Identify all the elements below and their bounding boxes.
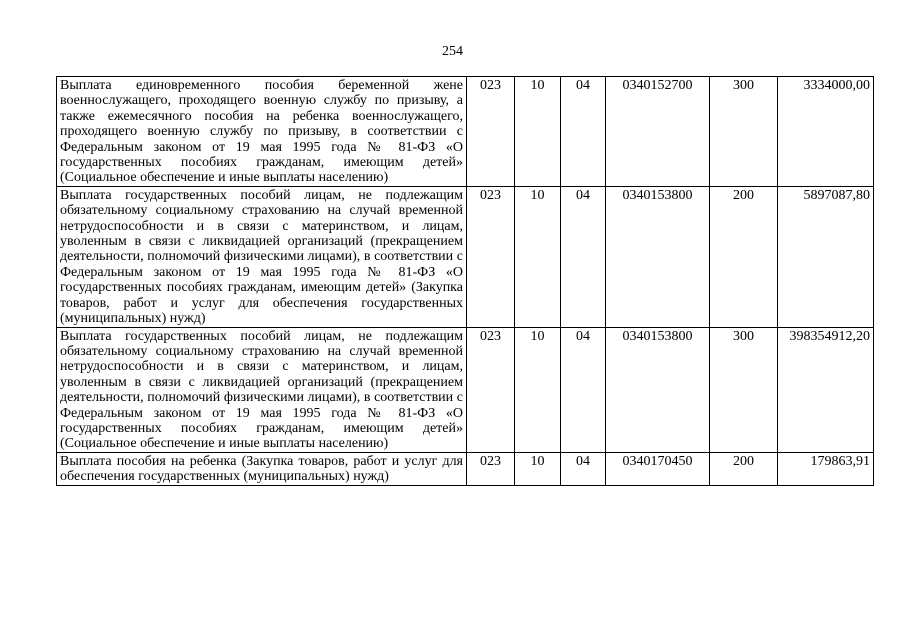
- amount-value: 5897087,80: [778, 186, 874, 327]
- expense-type-code: 300: [710, 77, 778, 187]
- section-code: 10: [515, 452, 561, 485]
- page-number: 254: [442, 44, 463, 59]
- row-description: Выплата государственных пособий лицам, не подлежащим обязательному социальному страхованию на случай временной нетрудоспособности и в связи с материнством, и лицам, уволенным в связи с ликвидацией организаций (прекращением деятельности, полномочий физическими лицами), в соответствии с Федеральным законом от 19 мая 1995 года № 81-ФЗ «О государственных пособиях гражданам, имеющим детей» (Социальное обеспечение и иные выплаты населению): [57, 327, 467, 452]
- amount-value: 179863,91: [778, 452, 874, 485]
- row-description: Выплата единовременного пособия беременной жене военнослужащего, проходящего военную службу по призыву, а также ежемесячного пособия на ребенка военнослужащего, проходящего военную службу по призыву, в соответствии с Федеральным законом от 19 мая 1995 года № 81-ФЗ «О государственных пособиях гражданам, имеющим детей» (Социальное обеспечение и иные выплаты населению): [57, 77, 467, 187]
- section-code: 10: [515, 327, 561, 452]
- expense-type-code: 200: [710, 186, 778, 327]
- amount-value: 398354912,20: [778, 327, 874, 452]
- target-article-code: 0340152700: [606, 77, 710, 187]
- target-article-code: 0340170450: [606, 452, 710, 485]
- table-row: [57, 186, 874, 327]
- expense-type-code: 200: [710, 452, 778, 485]
- table-row: [57, 77, 874, 187]
- table-row: [57, 452, 874, 485]
- ministry-code: 023: [467, 452, 515, 485]
- table-row: [57, 327, 874, 452]
- budget-table: [56, 76, 874, 486]
- subsection-code: 04: [561, 77, 606, 187]
- section-code: 10: [515, 77, 561, 187]
- subsection-code: 04: [561, 452, 606, 485]
- section-code: 10: [515, 186, 561, 327]
- target-article-code: 0340153800: [606, 186, 710, 327]
- row-description: Выплата пособия на ребенка (Закупка товаров, работ и услуг для обеспечения государственных (муниципальных) нужд): [57, 452, 467, 485]
- ministry-code: 023: [467, 327, 515, 452]
- row-description: Выплата государственных пособий лицам, не подлежащим обязательному социальному страхованию на случай временной нетрудоспособности и в связи с материнством, и лицам, уволенным в связи с ликвидацией организаций (прекращением деятельности, полномочий физическими лицами), в соответствии с Федеральным законом от 19 мая 1995 года № 81-ФЗ «О государственных пособиях гражданам, имеющим детей» (Закупка товаров, работ и услуг для обеспечения государственных (муниципальных) нужд): [57, 186, 467, 327]
- subsection-code: 04: [561, 327, 606, 452]
- ministry-code: 023: [467, 77, 515, 187]
- expense-type-code: 300: [710, 327, 778, 452]
- amount-value: 3334000,00: [778, 77, 874, 187]
- target-article-code: 0340153800: [606, 327, 710, 452]
- subsection-code: 04: [561, 186, 606, 327]
- ministry-code: 023: [467, 186, 515, 327]
